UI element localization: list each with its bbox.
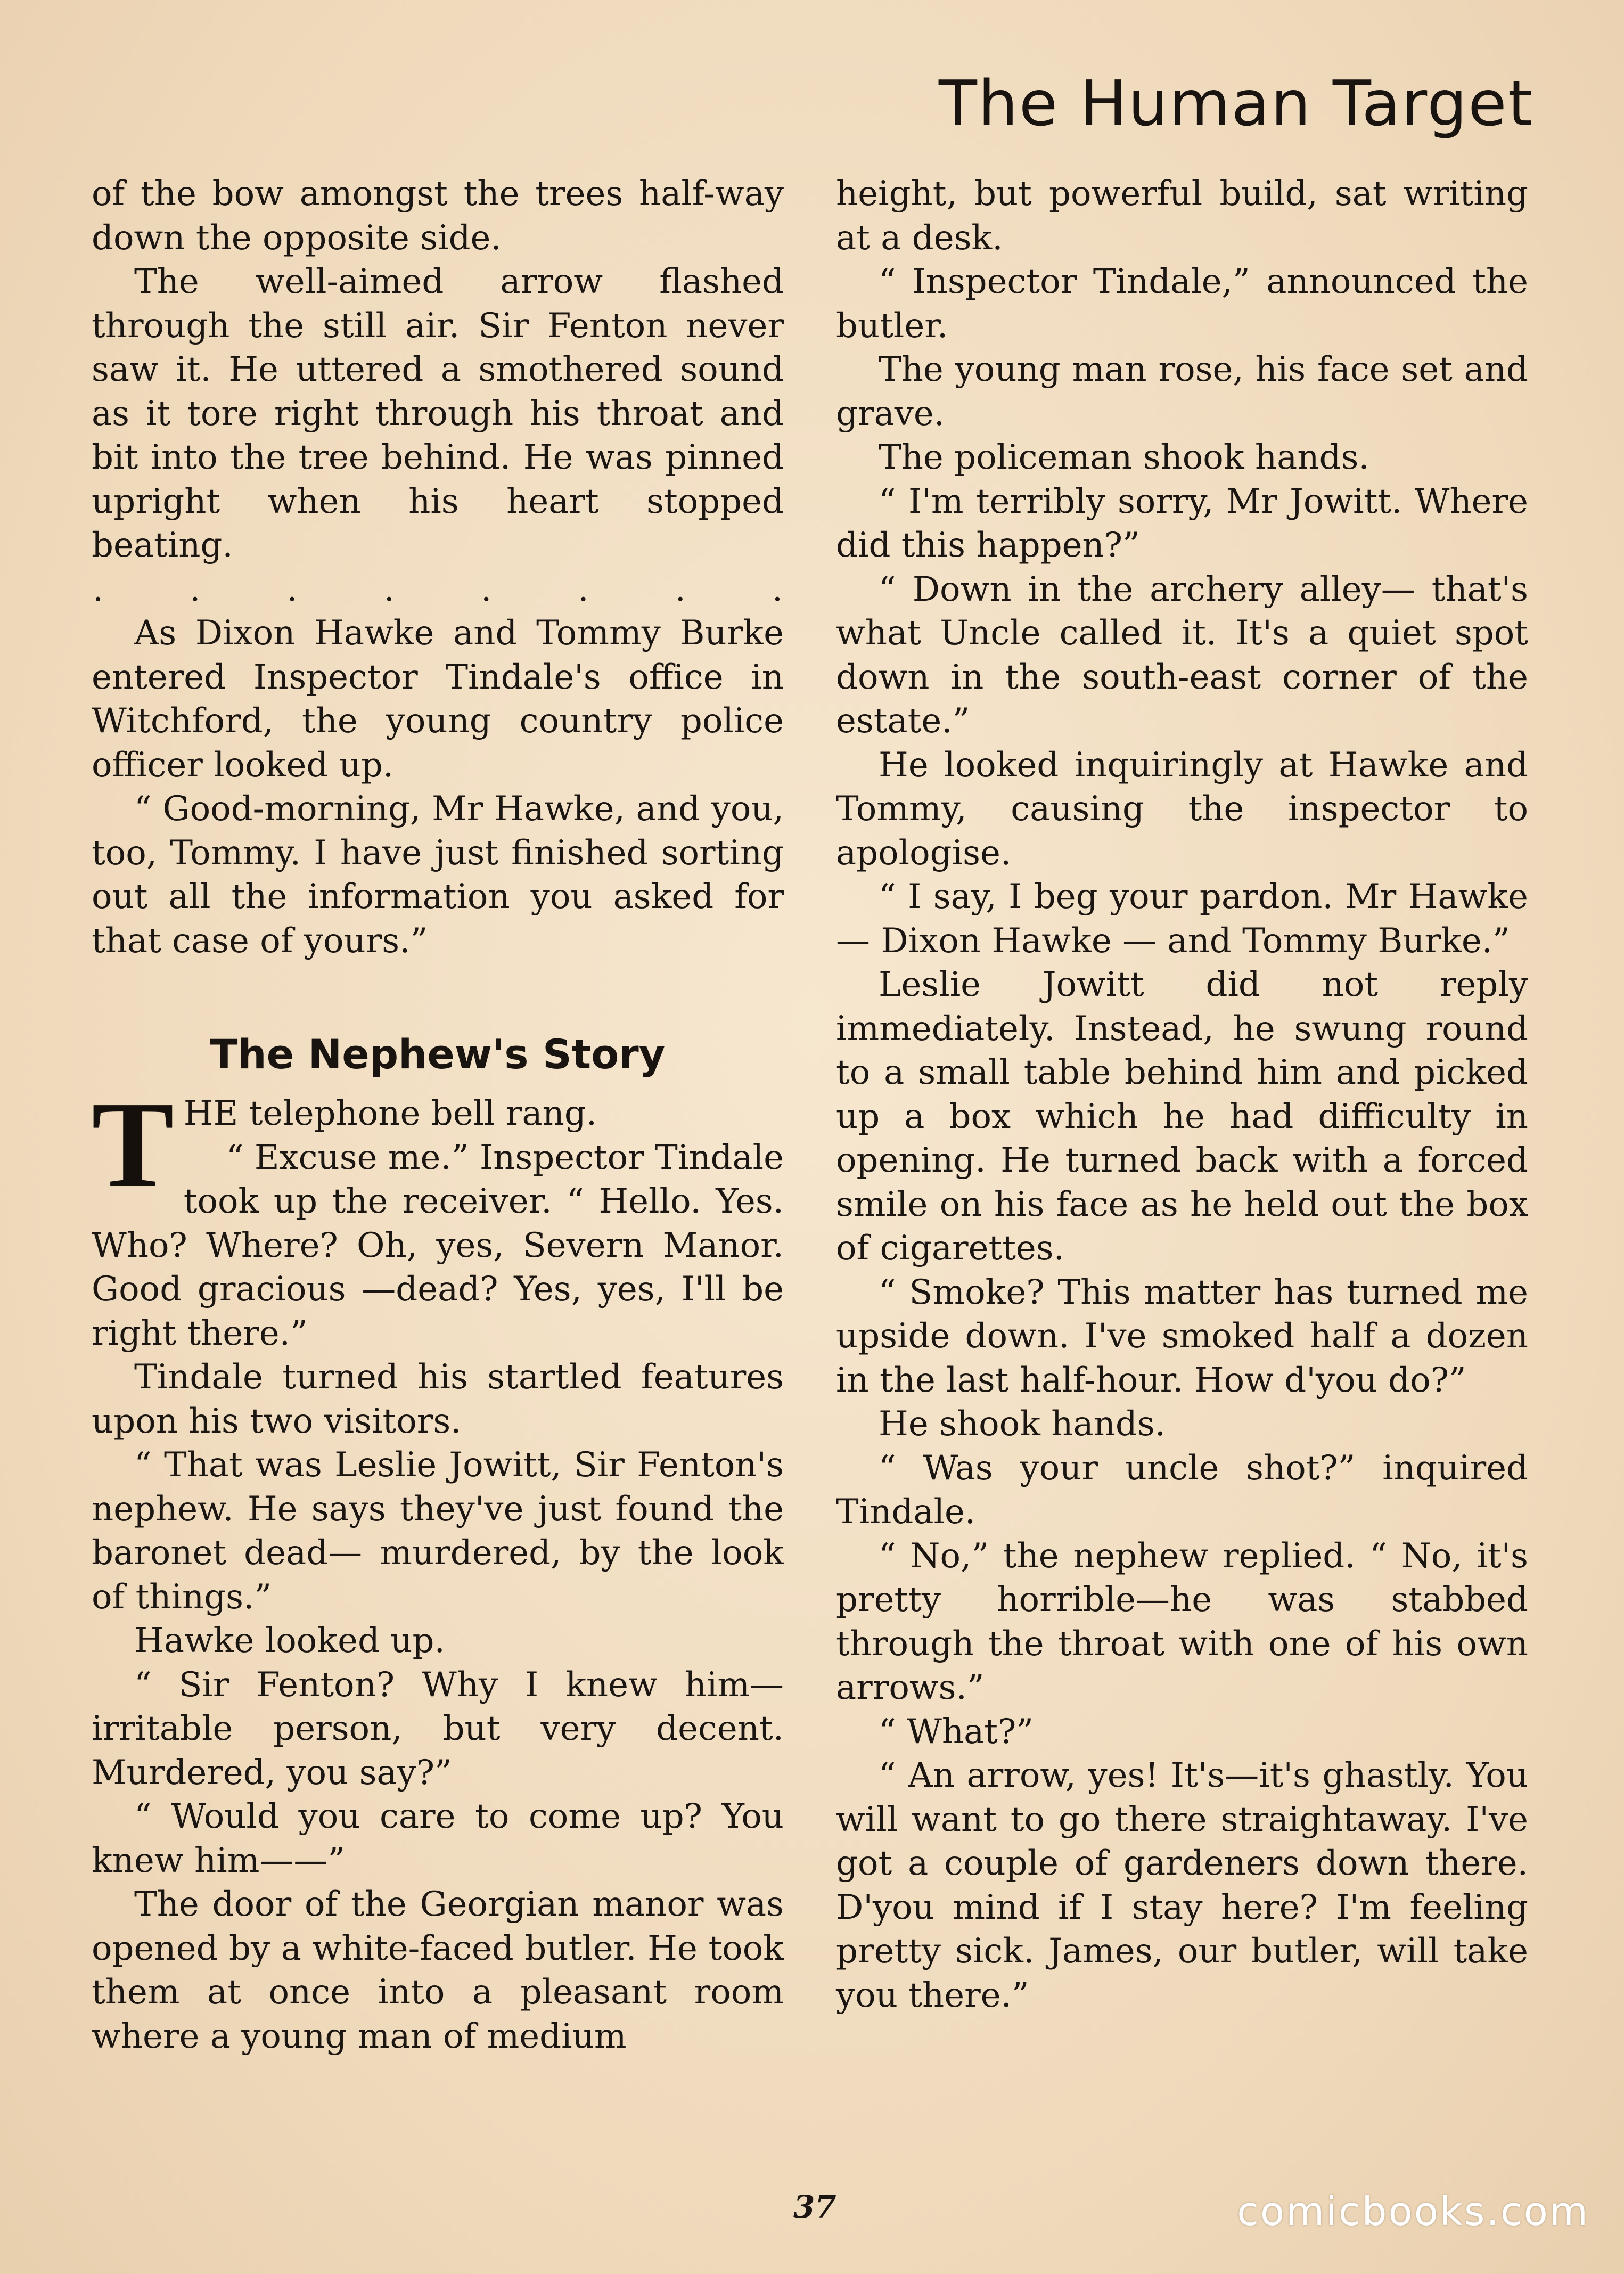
story-paragraph: “ Excuse me.” Inspector Tindale took up the receiver. “ Hello. Yes. Who? Where? Oh, yes, Severn Manor. Good gracious —dead? Yes, yes, I'll be right there.”: [92, 1138, 784, 1353]
story-paragraph: “ Sir Fenton? Why I knew him— irritable person, but very decent. Murdered, you say?”: [92, 1665, 784, 1793]
story-paragraph: “ No,” the nephew replied. “ No, it's pretty horrible—he was stabbed through the throat with one of his own arrows.”: [836, 1536, 1528, 1707]
story-paragraph: “ I'm terribly sorry, Mr Jowitt. Where did this happen?”: [836, 481, 1528, 565]
story-paragraph: He looked inquiringly at Hawke and Tommy, causing the inspector to apologise.: [836, 745, 1528, 873]
left-column: [92, 172, 784, 2058]
story-paragraph: of the bow amongst the trees half-way down the opposite side.: [92, 174, 784, 258]
story-paragraph: The door of the Georgian manor was opened by a white-faced butler. He took them at once into a pleasant room where a young man of medium: [92, 1885, 784, 2056]
story-paragraph: HE telephone bell rang.: [183, 1094, 597, 1133]
scene-break-dot: .: [772, 569, 783, 609]
story-paragraph: “ I say, I beg your pardon. Mr Hawke — Dixon Hawke — and Tommy Burke.”: [836, 877, 1528, 961]
story-paragraph: “ Good-morning, Mr Hawke, and you, too, Tommy. I have just finished sorting out all the information you asked for that case of yours.”: [92, 789, 784, 961]
story-paragraph: Tindale turned his startled features upon his two visitors.: [92, 1357, 784, 1441]
story-paragraph: He shook hands.: [879, 1404, 1166, 1444]
right-column: [836, 172, 1528, 2017]
scene-break-dot: .: [578, 569, 589, 609]
page-title: The Human Target: [938, 67, 1533, 140]
story-paragraph: height, but powerful build, sat writing at a desk.: [836, 174, 1528, 258]
story-paragraph: “ That was Leslie Jowitt, Sir Fenton's nephew. He says they've just found the baronet dead— murdered, by the look of things.”: [92, 1445, 784, 1617]
story-paragraph: “ Down in the archery alley— that's what Uncle called it. It's a quiet spot down in the south-east corner of the estate.”: [836, 569, 1528, 741]
page-number: 37: [793, 2189, 836, 2225]
story-paragraph: “ Would you care to come up? You knew him——”: [92, 1797, 784, 1880]
scene-break-dot: .: [383, 569, 395, 609]
story-paragraph: The well-aimed arrow flashed through the still air. Sir Fenton never saw it. He uttered a smothered sound as it tore right through his throat and bit into the tree behind. He was pinned upright when his heart stopped beating.: [92, 262, 784, 565]
scene-break-dot: .: [286, 569, 298, 609]
story-paragraph: “ What?”: [879, 1712, 1034, 1752]
drop-cap: T: [92, 1076, 174, 1213]
watermark: comicbooks.com: [1237, 2189, 1589, 2235]
scene-break-dot: .: [190, 569, 201, 609]
scene-break-dot: .: [675, 569, 686, 609]
story-paragraph: “ Inspector Tindale,” announced the butler.: [836, 262, 1528, 346]
story-paragraph: The young man rose, his face set and grave.: [836, 350, 1528, 433]
story-paragraph: Hawke looked up.: [134, 1621, 445, 1660]
story-paragraph: The policeman shook hands.: [879, 438, 1369, 477]
scene-break: [92, 568, 784, 612]
story-paragraph: Leslie Jowitt did not reply immediately. Instead, he swung round to a small table behind him and picked up a box which he had difficulty in opening. He turned back with a forced smile on his face as he held out the box of cigarettes.: [836, 965, 1528, 1268]
story-paragraph: “ Smoke? This matter has turned me upside down. I've smoked half a dozen in the last half-hour. How d'you do?”: [836, 1272, 1528, 1400]
story-paragraph: As Dixon Hawke and Tommy Burke entered Inspector Tindale's office in Witchford, the young country police officer looked up.: [92, 614, 784, 785]
dropcap-block: [92, 1076, 784, 1355]
section-heading: The Nephew's Story: [210, 1030, 666, 1078]
story-paragraph: “ Was your uncle shot?” inquired Tindale.: [836, 1448, 1528, 1532]
scene-break-dot: .: [92, 569, 104, 609]
scene-break-dot: .: [480, 569, 492, 609]
story-paragraph: “ An arrow, yes! It's—it's ghastly. You will want to go there straightaway. I've got a couple of gardeners down there. D'you mind if I stay here? I'm feeling pretty sick. James, our butler, will take you there.”: [836, 1756, 1528, 2015]
